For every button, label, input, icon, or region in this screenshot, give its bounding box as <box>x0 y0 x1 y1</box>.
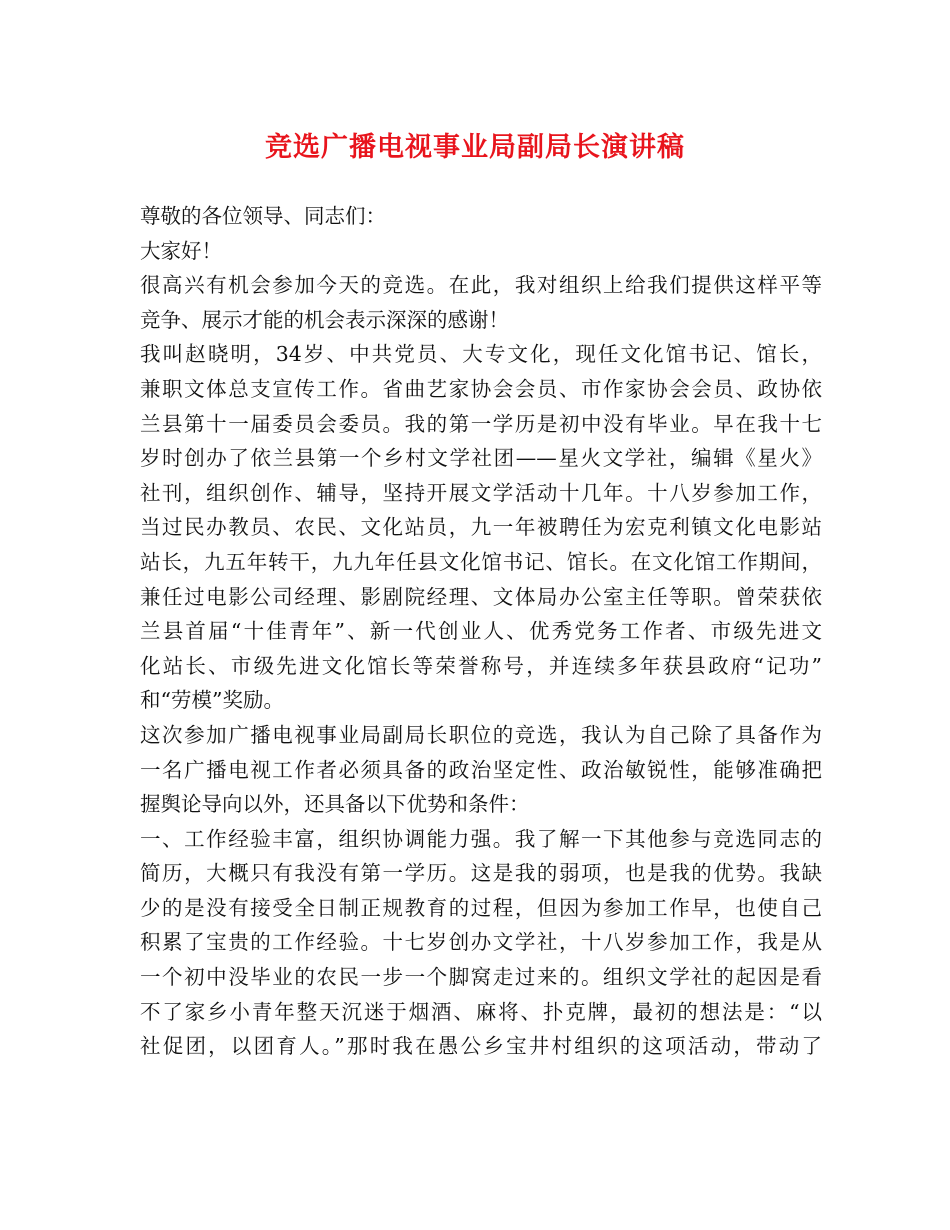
text-line: 社刊，组织创作、辅导，坚持开展文学活动十几年。十八岁参加工作， <box>140 480 822 505</box>
text-line: 一个初中没毕业的农民一步一个脚窝走过来的。组织文学社的起因是看 <box>140 965 822 990</box>
text-line: 社促团，以团育人。”那时我在愚公乡宝井村组织的这项活动，带动了 <box>140 1034 822 1059</box>
text-line: 握舆论导向以外，还具备以下优势和条件： <box>140 792 530 817</box>
text-line: 化站长、市级先进文化馆长等荣誉称号，并连续多年获县政府“记功” <box>140 653 822 678</box>
text-line: 一、工作经验丰富，组织协调能力强。我了解一下其他参与竞选同志的 <box>140 826 822 851</box>
text-line: 和“劳模”奖励。 <box>140 688 284 713</box>
text-line: 这次参加广播电视事业局副局长职位的竞选，我认为自己除了具备作为 <box>140 722 822 747</box>
text-line: 很高兴有机会参加今天的竞选。在此，我对组织上给我们提供这样平等 <box>140 273 822 298</box>
text-line: 当过民办教员、农民、文化站员，九一年被聘任为宏克利镇文化电影站 <box>140 515 822 540</box>
text-line: 一名广播电视工作者必须具备的政治坚定性、政治敏锐性，能够准确把 <box>140 757 822 782</box>
text-line: 兰县第十一届委员会委员。我的第一学历是初中没有毕业。早在我十七 <box>140 411 822 436</box>
document-body <box>140 199 822 1064</box>
text-line: 简历，大概只有我没有第一学历。这是我的弱项，也是我的优势。我缺 <box>140 861 822 886</box>
text-line: 岁时创办了依兰县第一个乡村文学社团——星火文学社，编辑《星火》 <box>140 446 822 471</box>
text-line: 尊敬的各位领导、同志们： <box>140 204 386 228</box>
text-line: 兰县首届“十佳青年”、新一代创业人、优秀党务工作者、市级先进文 <box>140 619 822 644</box>
text-line: 竞争、展示才能的机会表示深深的感谢！ <box>140 307 509 332</box>
text-line: 我叫赵晓明，34岁、中共党员、大专文化，现任文化馆书记、馆长， <box>140 342 822 367</box>
text-line: 不了家乡小青年整天沉迷于烟酒、麻将、扑克牌，最初的想法是：“以 <box>140 999 822 1024</box>
text-line: 兼任过电影公司经理、影剧院经理、文体局办公室主任等职。曾荣获依 <box>140 584 822 609</box>
text-line: 站长，九五年转干，九九年任县文化馆书记、馆长。在文化馆工作期间， <box>140 549 822 574</box>
document-title: 竞选广播电视事业局副局长演讲稿 <box>265 132 685 163</box>
text-line: 兼职文体总支宣传工作。省曲艺家协会会员、市作家协会会员、政协依 <box>140 376 822 401</box>
text-line: 积累了宝贵的工作经验。十七岁创办文学社，十八岁参加工作，我是从 <box>140 930 822 955</box>
text-line: 大家好！ <box>140 238 222 263</box>
text-line: 少的是没有接受全日制正规教育的过程，但因为参加工作早，也使自己 <box>140 895 822 920</box>
